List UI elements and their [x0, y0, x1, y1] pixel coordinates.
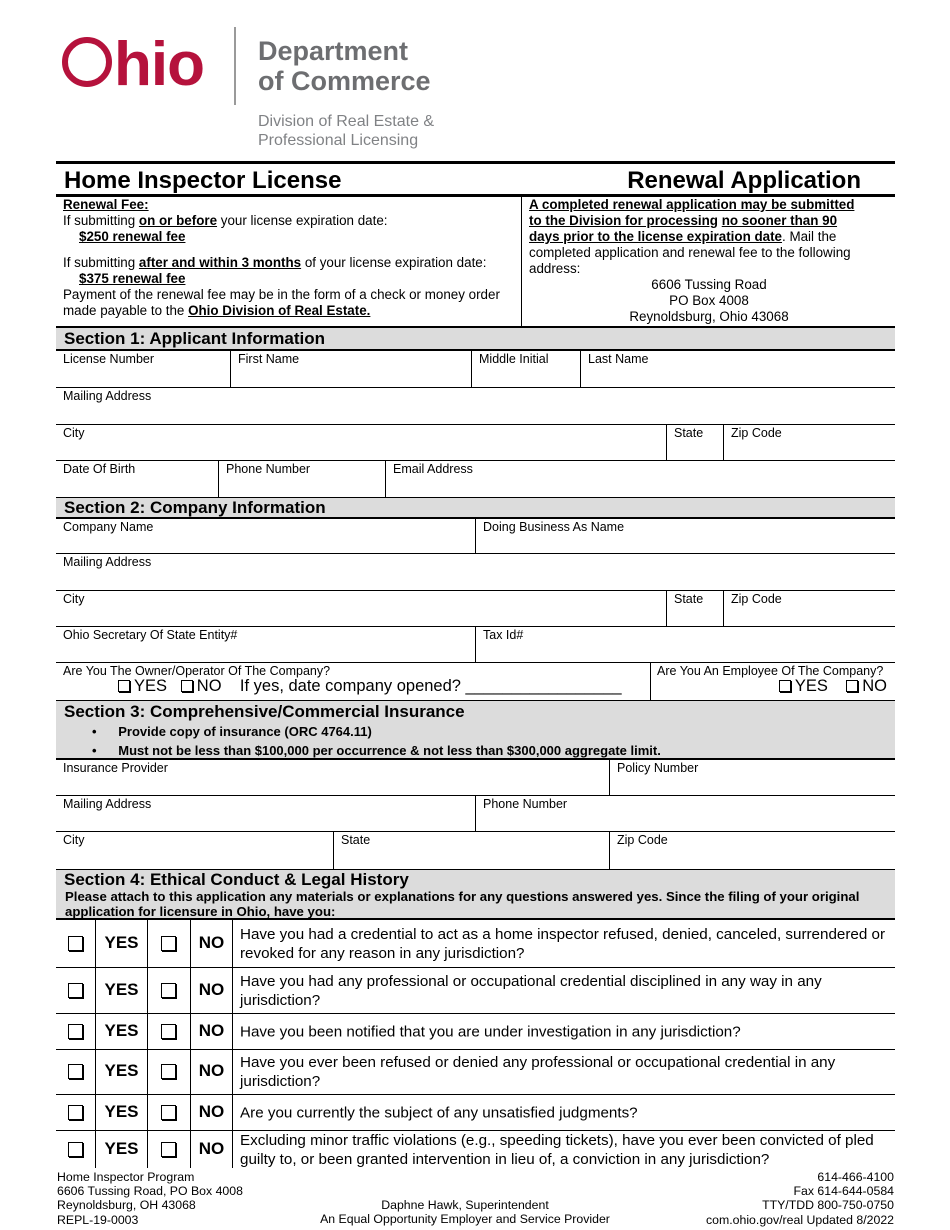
date-opened-field[interactable]: If yes, date company opened? _________________	[239, 677, 622, 695]
license-number-field[interactable]: License Number	[63, 352, 155, 366]
section2-row-company	[56, 519, 895, 554]
entity-number-field[interactable]: Ohio Secretary Of State Entity#	[63, 628, 238, 642]
company-name-field[interactable]: Company Name	[63, 520, 154, 534]
section1-row-names	[56, 351, 895, 388]
question-3-yes-checkbox[interactable]	[68, 1024, 83, 1039]
fee-375: $375 renewal fee	[79, 271, 186, 286]
question-3-no-checkbox[interactable]	[161, 1024, 176, 1039]
no-label: NO	[198, 1020, 225, 1040]
employee-yes-checkbox[interactable]	[779, 680, 791, 692]
section1-header: Section 1: Applicant Information	[56, 328, 895, 351]
no-label: NO	[198, 932, 225, 952]
dba-field[interactable]: Doing Business As Name	[475, 519, 895, 553]
question-text: Have you had any professional or occupational credential disciplined in any way in any jurisdiction?	[240, 972, 822, 1009]
question-3-yes-cell	[56, 1014, 96, 1049]
question-6-yes-cell	[56, 1131, 96, 1168]
section2-row-city	[56, 591, 895, 627]
owner-yes-checkbox[interactable]	[118, 680, 130, 692]
footer-left: Home Inspector Program 6606 Tussing Road, PO Box 4008 Reynoldsburg, OH 43068 REPL-19-0003	[57, 1170, 243, 1227]
insurance-phone-field[interactable]: Phone Number	[475, 796, 895, 831]
ohio-logo-o-icon	[62, 37, 112, 87]
company-zip-field[interactable]: Zip Code	[723, 591, 895, 626]
question-2-yes-checkbox[interactable]	[68, 983, 83, 998]
question-6-no-checkbox[interactable]	[161, 1142, 176, 1157]
question-5-yes-checkbox[interactable]	[68, 1105, 83, 1120]
no-label-cell	[191, 1131, 233, 1168]
no-label: NO	[198, 1061, 225, 1080]
question-text-cell	[233, 1050, 895, 1094]
insurance-provider-field[interactable]: Insurance Provider	[63, 761, 168, 775]
question-4-no-checkbox[interactable]	[161, 1064, 176, 1079]
department-name: Department of Commerce	[258, 36, 431, 96]
form-title: Home Inspector License	[64, 167, 342, 194]
section2-row-ids	[56, 627, 895, 663]
yes-label-cell	[96, 1095, 148, 1130]
section1-row-contact	[56, 461, 895, 497]
yes-label: YES	[104, 979, 139, 999]
question-3-no-cell	[148, 1014, 191, 1049]
yes-label: YES	[104, 1020, 139, 1040]
section2-row-ownership	[56, 663, 895, 700]
question-text-cell	[233, 1014, 895, 1049]
division-name: Division of Real Estate & Professional Licensing	[258, 113, 435, 149]
question-text: Are you currently the subject of any unsatisfied judgments?	[240, 1104, 638, 1121]
insurance-zip-field[interactable]: Zip Code	[609, 832, 895, 869]
question-6-yes-checkbox[interactable]	[68, 1142, 83, 1157]
company-state-field[interactable]: State	[666, 591, 723, 626]
yes-label-cell	[96, 1014, 148, 1049]
question-5-yes-cell	[56, 1095, 96, 1130]
ethics-question-row	[56, 1014, 895, 1050]
applicant-phone-field[interactable]: Phone Number	[218, 461, 385, 497]
applicant-city-field[interactable]: City	[63, 426, 85, 440]
question-4-yes-checkbox[interactable]	[68, 1064, 83, 1079]
tax-id-field[interactable]: Tax Id#	[475, 627, 895, 662]
yes-label: YES	[104, 1101, 139, 1121]
insurance-bullet-1: • Provide copy of insurance (ORC 4764.11)	[92, 724, 372, 739]
no-label-cell	[191, 1014, 233, 1049]
submission-info: A completed renewal application may be submitted to the Division for processing no sooner than 90 days prior to the license expiration date. Mail the completed application and renewal fee to the following address: 6606 Tussing Road PO Box 4008 Reynoldsburg, Ohio 43068	[529, 197, 855, 324]
last-name-field[interactable]: Last Name	[580, 351, 895, 387]
section1-row-city	[56, 425, 895, 461]
renewal-fee-info: Renewal Fee: If submitting on or before your license expiration date: $250 renewal fee If submitting after and within 3 months of your license expiration date: $375 renewal fee Payment of the renewal fee may be in the form of a check or money order made payable to the Ohio Division of Real Estate.	[63, 197, 521, 319]
section3-row-address	[56, 796, 895, 832]
section3-row-provider	[56, 760, 895, 796]
footer-center: Daphne Hawk, Superintendent An Equal Opportunity Employer and Service Provider	[320, 1198, 610, 1227]
question-text-cell	[233, 1131, 895, 1168]
question-6-no-cell	[148, 1131, 191, 1168]
fee-250: $250 renewal fee	[79, 229, 186, 244]
no-label: NO	[198, 1138, 225, 1158]
company-mailing-address-field[interactable]: Mailing Address	[56, 554, 895, 591]
ethics-question-row	[56, 1050, 895, 1095]
employee-no-checkbox[interactable]	[846, 680, 858, 692]
ethics-question-row	[56, 1095, 895, 1131]
company-city-field[interactable]: City	[63, 592, 85, 606]
footer-right: 614-466-4100 Fax 614-644-0584 TTY/TDD 800-750-0750 com.ohio.gov/real Updated 8/2022	[706, 1170, 894, 1227]
logo-divider	[234, 27, 236, 105]
first-name-field[interactable]: First Name	[230, 351, 471, 387]
question-4-no-cell	[148, 1050, 191, 1094]
middle-initial-field[interactable]: Middle Initial	[471, 351, 580, 387]
question-text: Excluding minor traffic violations (e.g., speeding tickets), have you ever been convicted of pled guilty to, or been granted intervention in lieu of, a conviction in any jurisdiction?	[240, 1131, 874, 1168]
question-text-cell	[233, 920, 895, 967]
question-2-no-cell	[148, 968, 191, 1013]
fee-info-block	[56, 197, 895, 328]
ethics-question-row	[56, 968, 895, 1014]
yes-label: YES	[104, 1138, 139, 1158]
no-label-cell	[191, 1050, 233, 1094]
email-field[interactable]: Email Address	[385, 461, 895, 497]
question-5-no-checkbox[interactable]	[161, 1105, 176, 1120]
insurance-bullet-2: • Must not be less than $100,000 per occurrence & not less than $300,000 aggregate limit.	[92, 743, 661, 758]
yes-label: YES	[104, 932, 139, 952]
title-bar	[56, 161, 895, 197]
section3-header: Section 3: Comprehensive/Commercial Insurance • Provide copy of insurance (ORC 4764.11) • Must not be less than $100,000 per occurrence & not less than $300,000 aggregate limit.	[56, 700, 895, 760]
applicant-mailing-address-field[interactable]: Mailing Address	[56, 388, 895, 425]
question-2-yes-cell	[56, 968, 96, 1013]
question-text: Have you been notified that you are under investigation in any jurisdiction?	[240, 1023, 741, 1040]
yes-label: YES	[104, 1061, 139, 1080]
no-label-cell	[191, 920, 233, 967]
dob-field[interactable]: Date Of Birth	[63, 462, 136, 476]
applicant-state-field[interactable]: State	[666, 425, 723, 460]
owner-no-checkbox[interactable]	[181, 680, 193, 692]
question-1-no-checkbox[interactable]	[161, 936, 176, 951]
employee-question: Are You An Employee Of The Company? YES NO	[650, 663, 895, 700]
question-2-no-checkbox[interactable]	[161, 983, 176, 998]
fee-divider	[521, 197, 522, 326]
insurance-state-field[interactable]: State	[333, 832, 609, 869]
no-label-cell	[191, 968, 233, 1013]
question-1-yes-cell	[56, 920, 96, 967]
ohio-logo: hio	[62, 33, 204, 97]
yes-label-cell	[96, 1131, 148, 1168]
no-label: NO	[198, 979, 225, 999]
policy-number-field[interactable]: Policy Number	[609, 760, 895, 795]
section4-header: Section 4: Ethical Conduct & Legal History Please attach to this application any materials or explanations for any questions answered yes. Since the filing of your original application for licensure in Ohio, have you:	[56, 869, 895, 920]
question-1-yes-checkbox[interactable]	[68, 936, 83, 951]
insurance-city-field[interactable]: City	[63, 833, 85, 847]
yes-label-cell	[96, 968, 148, 1013]
question-text: Have you had a credential to act as a home inspector refused, denied, canceled, surrendered or revoked for any reason in any jurisdiction?	[240, 925, 886, 962]
insurance-mailing-address-field[interactable]: Mailing Address	[63, 797, 152, 811]
no-label-cell	[191, 1095, 233, 1130]
section2-header: Section 2: Company Information	[56, 497, 895, 519]
owner-question: Are You The Owner/Operator Of The Company? YES NO If yes, date company opened? _________________	[63, 664, 622, 695]
question-text-cell	[233, 1095, 895, 1130]
website-link[interactable]: com.ohio.gov/real Updated 8/2022	[706, 1212, 894, 1227]
ethics-question-row	[56, 920, 895, 968]
question-4-yes-cell	[56, 1050, 96, 1094]
question-5-no-cell	[148, 1095, 191, 1130]
form-subtitle: Renewal Application	[627, 167, 861, 194]
applicant-zip-field[interactable]: Zip Code	[723, 425, 895, 460]
yes-label-cell	[96, 920, 148, 967]
question-text-cell	[233, 968, 895, 1013]
question-text: Have you ever been refused or denied any professional or occupational credential in any jurisdiction?	[240, 1054, 836, 1090]
question-1-no-cell	[148, 920, 191, 967]
no-label: NO	[198, 1101, 225, 1121]
section3-row-city	[56, 832, 895, 869]
yes-label-cell	[96, 1050, 148, 1094]
ethics-question-row	[56, 1131, 895, 1168]
